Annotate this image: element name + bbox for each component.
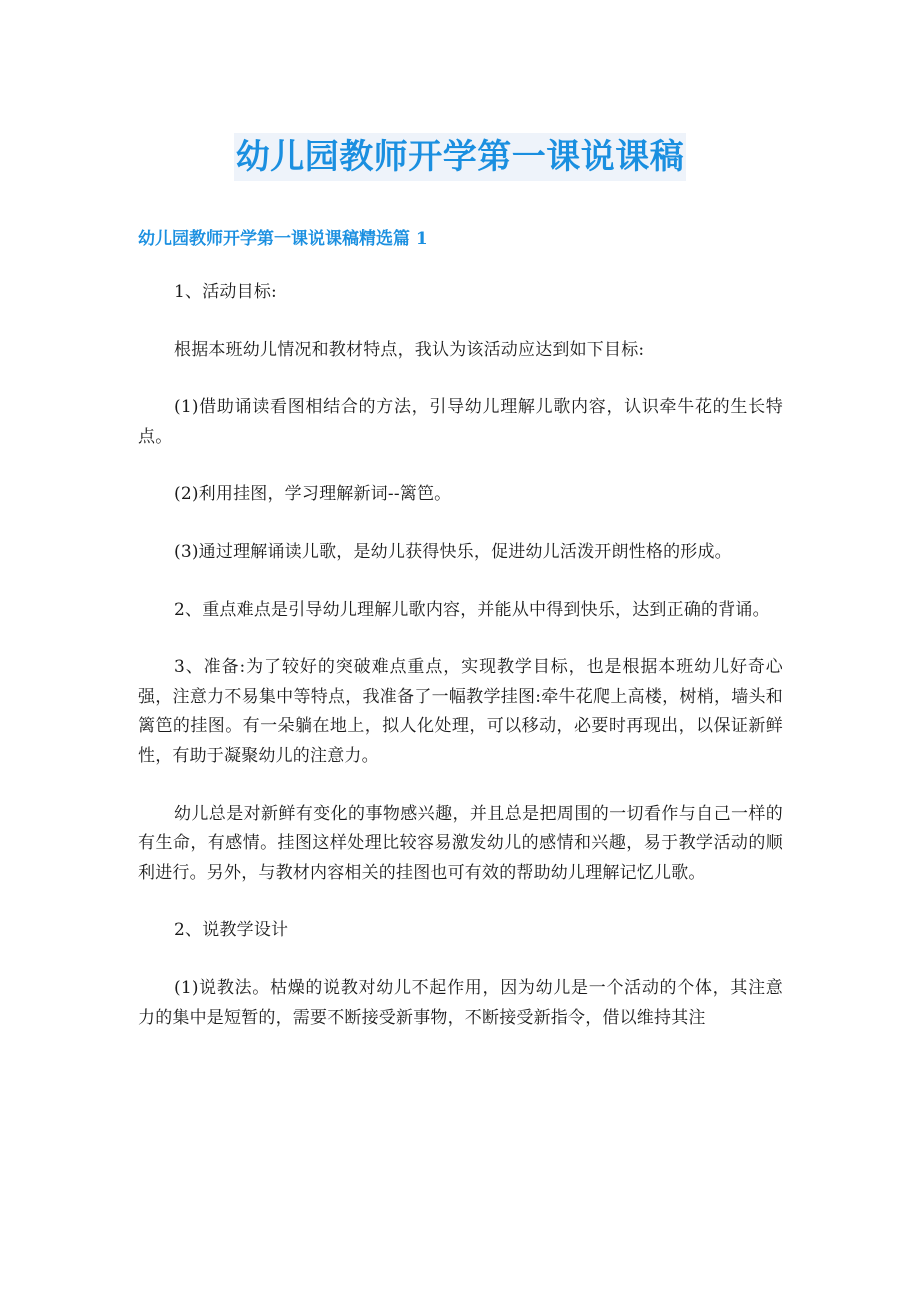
paragraph-goal-3: (3)通过理解诵读儿歌，是幼儿获得快乐，促进幼儿活泼开朗性格的形成。 bbox=[174, 541, 732, 562]
document-body bbox=[138, 278, 783, 1061]
paragraph-goal-2: (2)利用挂图，学习理解新词--篱笆。 bbox=[174, 484, 452, 505]
title-container bbox=[0, 133, 920, 181]
paragraph-teaching-method: (1)说教法。枯燥的说教对幼儿不起作用，因为幼儿是一个活动的个体，其注意力的集中是短暂的，需要不断接受新事物，不断接受新指令，借以维持其注 bbox=[138, 977, 783, 1028]
section-heading: 幼儿园教师开学第一课说课稿精选篇 1 bbox=[138, 229, 428, 249]
paragraph-preparation: 3、准备:为了较好的突破难点重点，实现教学目标，也是根据本班幼儿好奇心强，注意力不易集中等特点，我准备了一幅教学挂图:牵牛花爬上高楼，树梢，墙头和篱笆的挂图。有一朵躺在地上，拟人化处理，可以移动，必要时再现出，以保证新鲜性，有助于凝聚幼儿的注意力。 bbox=[138, 657, 783, 766]
paragraph-goals-heading: 1、活动目标: bbox=[174, 282, 277, 302]
paragraph-key-points: 2、重点难点是引导幼儿理解儿歌内容，并能从中得到快乐，达到正确的背诵。 bbox=[174, 599, 770, 620]
paragraph-design-heading: 2、说教学设计 bbox=[174, 920, 289, 941]
paragraph-goals-intro: 根据本班幼儿情况和教材特点，我认为该活动应达到如下目标: bbox=[174, 339, 645, 360]
paragraph-goal-1: (1)借助诵读看图相结合的方法，引导幼儿理解儿歌内容，认识牵牛花的生长特点。 bbox=[138, 397, 783, 447]
paragraph-interest: 幼儿总是对新鲜有变化的事物感兴趣，并且总是把周围的一切看作与自己一样的有生命，有感情。挂图这样处理比较容易激发幼儿的感情和兴趣，易于教学活动的顺利进行。另外，与教材内容相关的挂图也可有效的帮助幼儿理解记忆儿歌。 bbox=[138, 803, 783, 883]
document-title: 幼儿园教师开学第一课说课稿 bbox=[234, 133, 687, 181]
